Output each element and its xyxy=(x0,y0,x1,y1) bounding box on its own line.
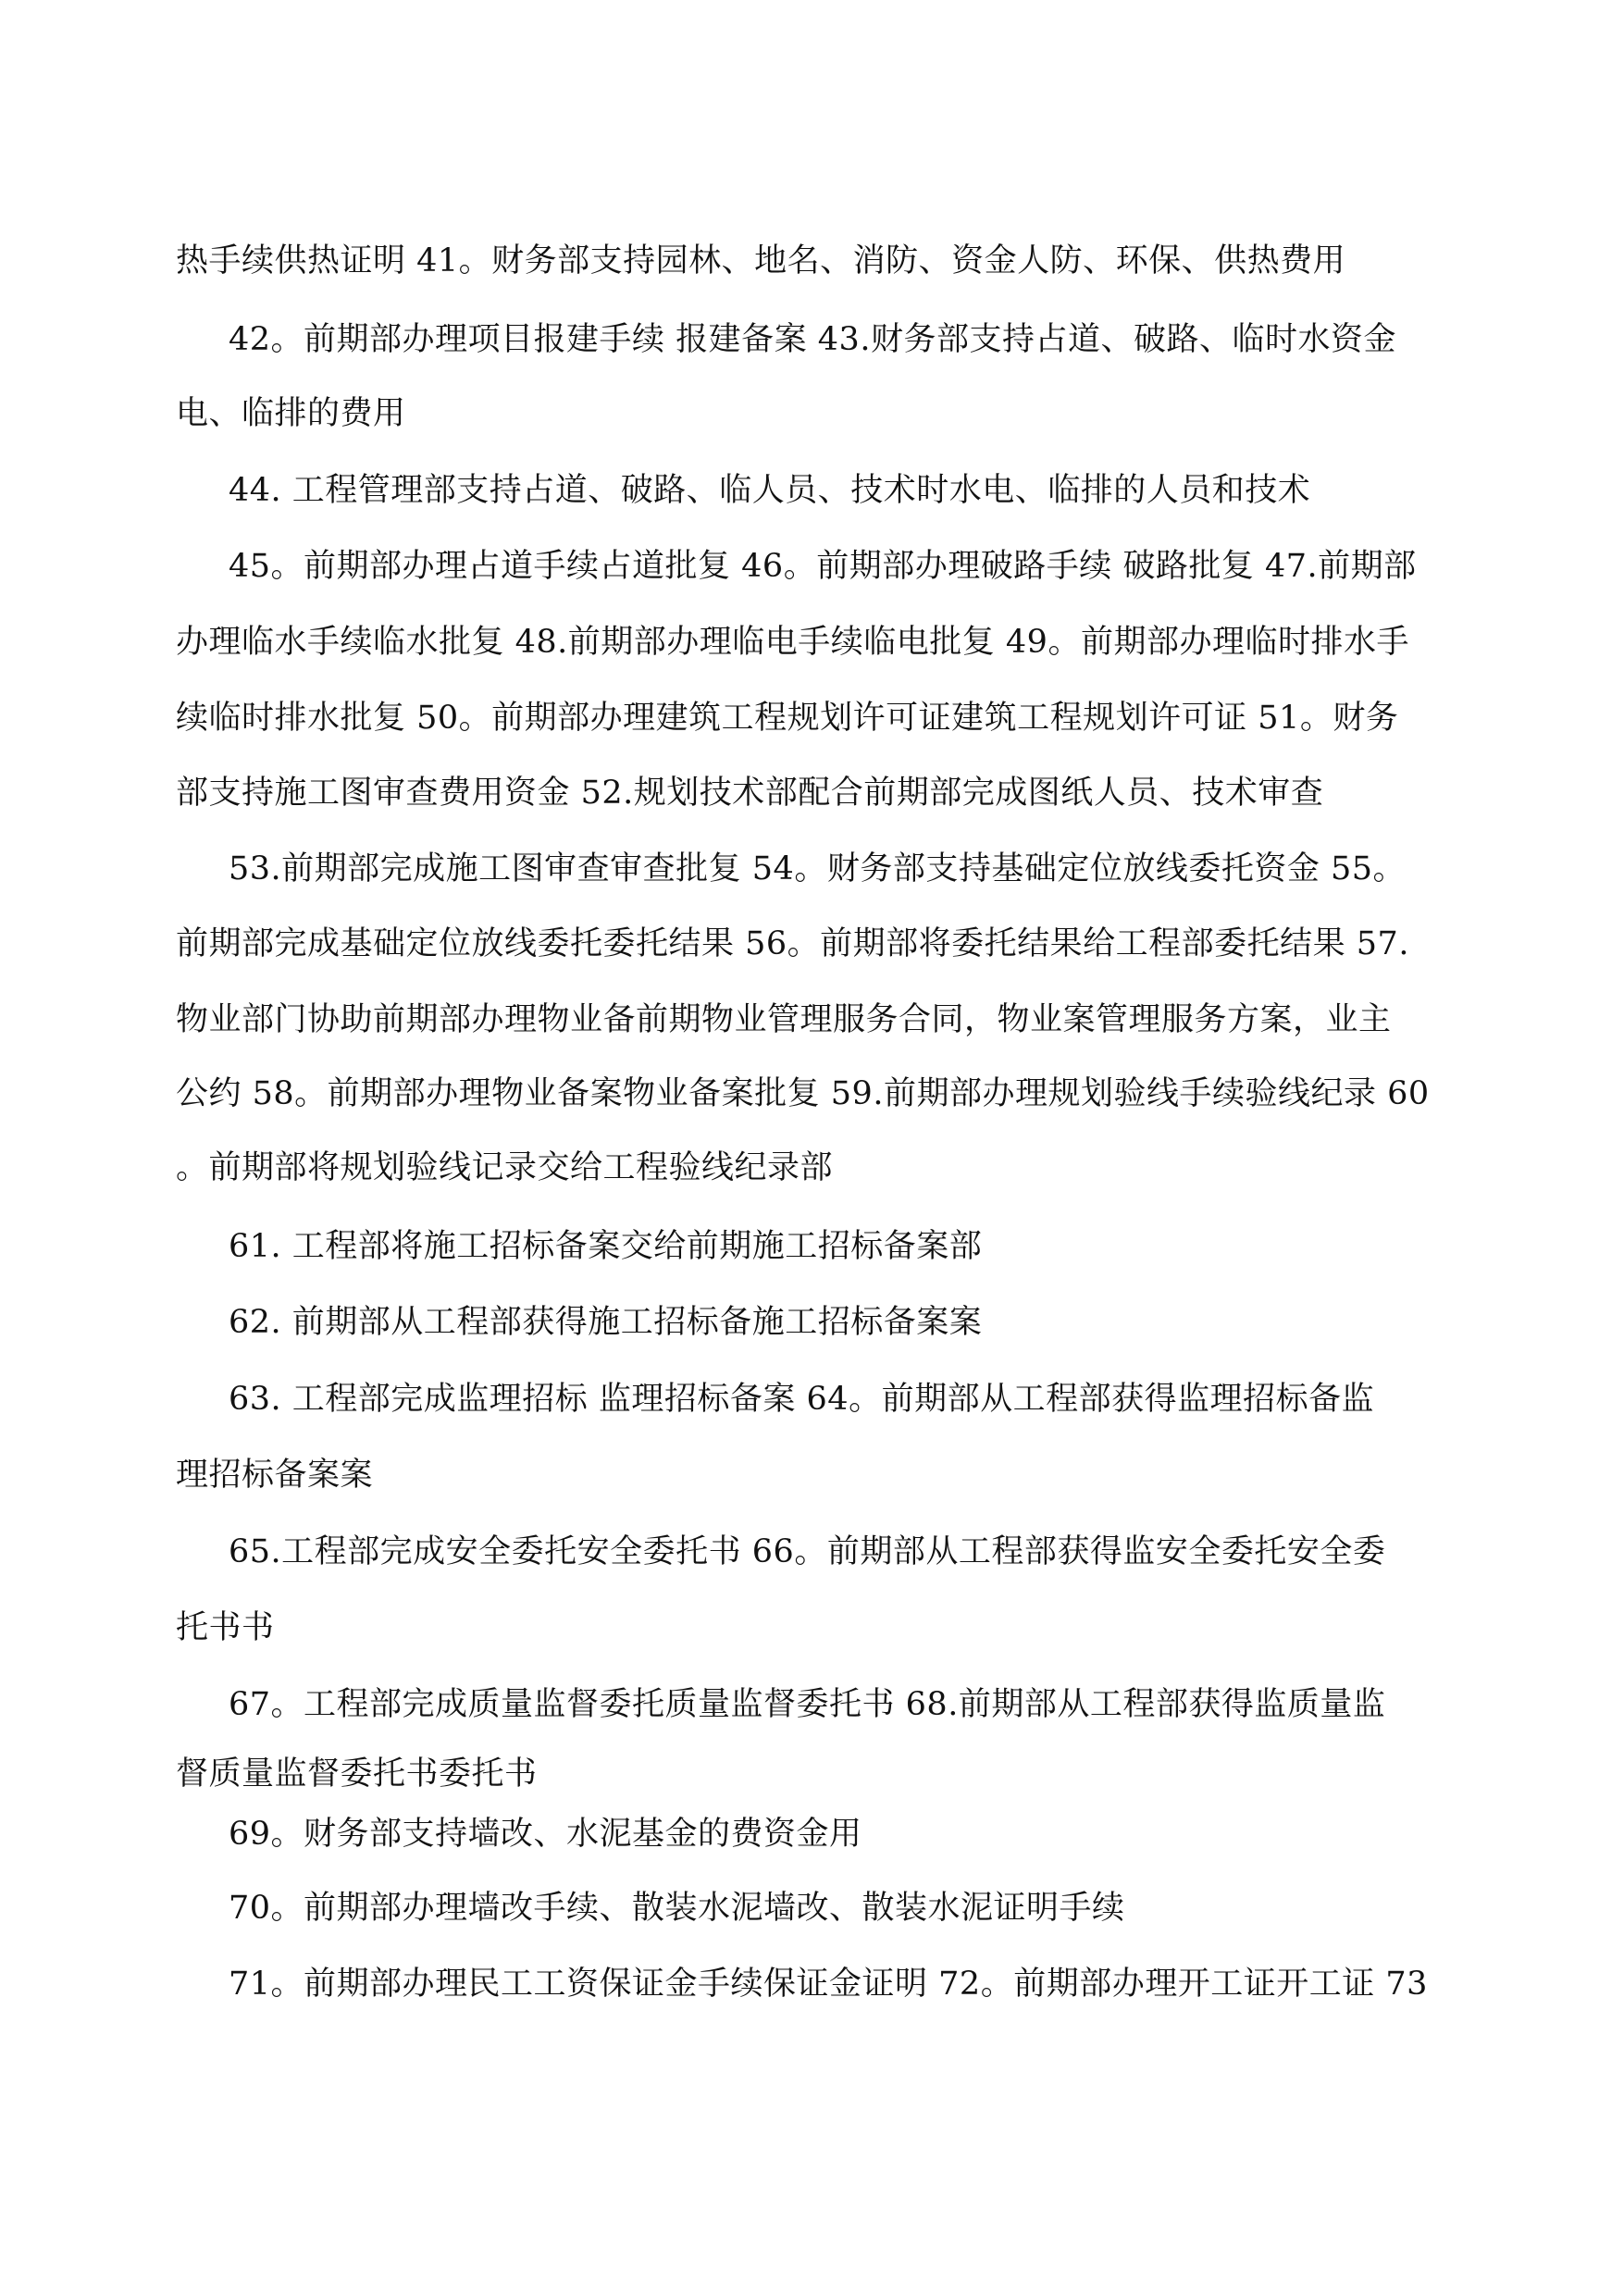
text-line: 44. 工程管理部支持占道、破路、临人员、技术时水电、临排的人员和技术 xyxy=(229,472,1311,509)
text-line: 。前期部将规划验线记录交给工程验线纪录部 xyxy=(176,1149,834,1186)
text-line: 督质量监督委托书委托书 xyxy=(176,1755,538,1793)
text-line: 42。前期部办理项目报建手续 报建备案 43.财务部支持占道、破路、临时水资金 xyxy=(229,321,1396,358)
text-line: 69。财务部支持墙改、水泥基金的费资金用 xyxy=(229,1816,862,1853)
text-line: 63. 工程部完成监理招标 监理招标备案 64。前期部从工程部获得监理招标备监 xyxy=(229,1381,1375,1418)
text-line: 续临时排水批复 50。前期部办理建筑工程规划许可证建筑工程规划许可证 51。财务 xyxy=(176,700,1399,737)
text-line: 67。工程部完成质量监督委托质量监督委托书 68.前期部从工程部获得监质量监 xyxy=(229,1686,1386,1723)
text-line: 托书书 xyxy=(176,1609,275,1646)
text-line: 71。前期部办理民工工资保证金手续保证金证明 72。前期部办理开工证开工证 73 xyxy=(229,1966,1428,2003)
text-line: 办理临水手续临水批复 48.前期部办理临电手续临电批复 49。前期部办理临时排水手 xyxy=(176,624,1409,661)
text-line: 70。前期部办理墙改手续、散装水泥墙改、散装水泥证明手续 xyxy=(229,1890,1125,1927)
text-line: 前期部完成基础定位放线委托委托结果 56。前期部将委托结果给工程部委托结果 57. xyxy=(176,925,1409,962)
text-line: 53.前期部完成施工图审查审查批复 54。财务部支持基础定位放线委托资金 55。 xyxy=(229,850,1406,887)
text-line: 65.工程部完成安全委托安全委托书 66。前期部从工程部获得监安全委托安全委 xyxy=(229,1533,1386,1570)
text-line: 45。前期部办理占道手续占道批复 46。前期部办理破路手续 破路批复 47.前期部 xyxy=(229,548,1417,585)
text-line: 62. 前期部从工程部获得施工招标备施工招标备案案 xyxy=(229,1304,983,1341)
text-line: 物业部门协助前期部办理物业备前期物业管理服务合同，物业案管理服务方案，业主 xyxy=(176,1001,1392,1038)
text-line: 61. 工程部将施工招标备案交给前期施工招标备案部 xyxy=(229,1228,983,1265)
text-line: 理招标备案案 xyxy=(176,1457,374,1494)
text-line: 公约 58。前期部办理物业备案物业备案批复 59.前期部办理规划验线手续验线纪录 60 xyxy=(176,1075,1430,1112)
text-line: 电、临排的费用 xyxy=(176,395,406,432)
text-line: 部支持施工图审查费用资金 52.规划技术部配合前期部完成图纸人员、技术审查 xyxy=(176,775,1324,812)
text-line: 热手续供热证明 41。财务部支持园林、地名、消防、资金人防、环保、供热费用 xyxy=(176,242,1346,279)
